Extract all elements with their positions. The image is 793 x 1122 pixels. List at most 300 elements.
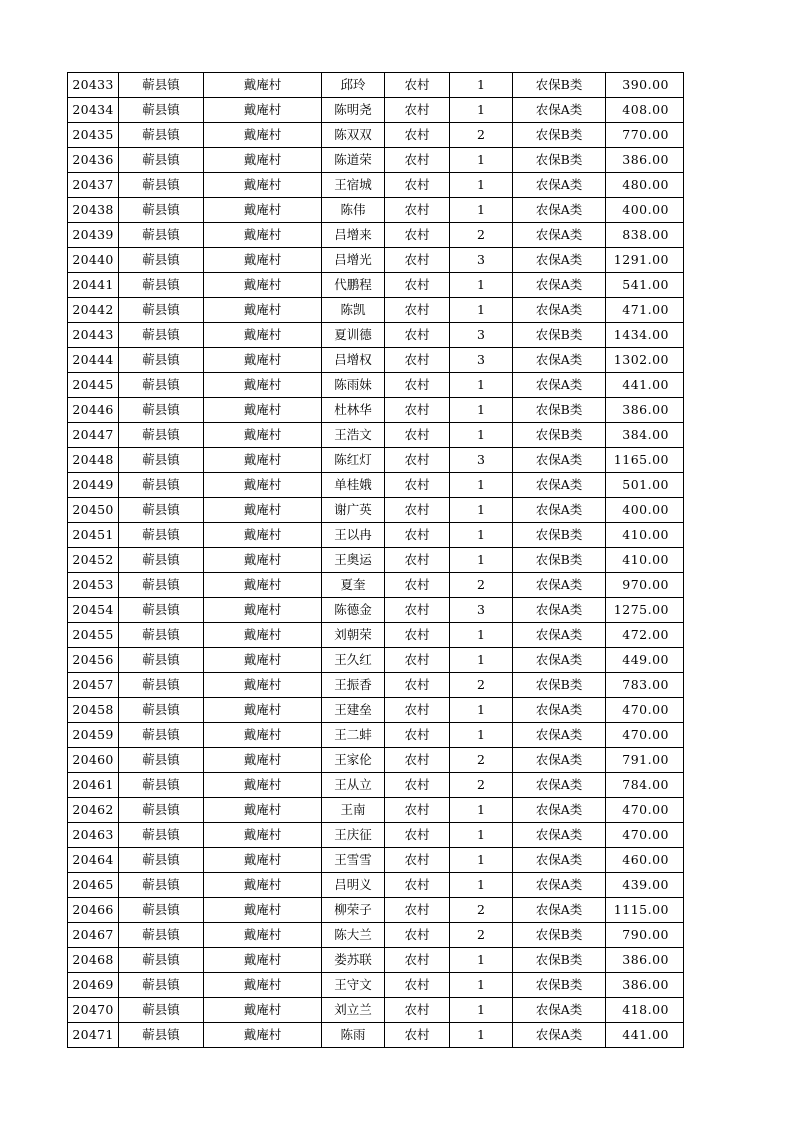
insurance-class-cell: 农保B类 — [513, 673, 606, 698]
town-cell: 蕲县镇 — [119, 423, 204, 448]
village-cell: 戴庵村 — [204, 773, 322, 798]
record-id-cell: 20466 — [68, 898, 119, 923]
household-count-cell: 1 — [450, 848, 513, 873]
table-row — [68, 423, 684, 448]
record-id-cell: 20462 — [68, 798, 119, 823]
table-row — [68, 698, 684, 723]
household-count-cell: 2 — [450, 923, 513, 948]
village-cell: 戴庵村 — [204, 873, 322, 898]
amount-cell: 1115.00 — [606, 898, 684, 923]
household-count-cell: 1 — [450, 823, 513, 848]
household-count-cell: 3 — [450, 248, 513, 273]
table-row — [68, 573, 684, 598]
amount-cell: 471.00 — [606, 298, 684, 323]
insurance-class-cell: 农保A类 — [513, 998, 606, 1023]
table-row — [68, 123, 684, 148]
insurance-class-cell: 农保A类 — [513, 898, 606, 923]
household-count-cell: 1 — [450, 473, 513, 498]
amount-cell: 784.00 — [606, 773, 684, 798]
village-cell: 戴庵村 — [204, 173, 322, 198]
record-id-cell: 20443 — [68, 323, 119, 348]
household-count-cell: 1 — [450, 273, 513, 298]
town-cell: 蕲县镇 — [119, 948, 204, 973]
person-name-cell: 谢广英 — [322, 498, 385, 523]
village-cell: 戴庵村 — [204, 348, 322, 373]
area-type-cell: 农村 — [385, 273, 450, 298]
insurance-class-cell: 农保A类 — [513, 723, 606, 748]
village-cell: 戴庵村 — [204, 223, 322, 248]
record-id-cell: 20456 — [68, 648, 119, 673]
household-count-cell: 3 — [450, 323, 513, 348]
town-cell: 蕲县镇 — [119, 448, 204, 473]
person-name-cell: 王从立 — [322, 773, 385, 798]
area-type-cell: 农村 — [385, 698, 450, 723]
record-id-cell: 20450 — [68, 498, 119, 523]
record-id-cell: 20442 — [68, 298, 119, 323]
household-count-cell: 1 — [450, 298, 513, 323]
person-name-cell: 单桂娥 — [322, 473, 385, 498]
record-id-cell: 20457 — [68, 673, 119, 698]
record-id-cell: 20438 — [68, 198, 119, 223]
insurance-class-cell: 农保A类 — [513, 698, 606, 723]
village-cell: 戴庵村 — [204, 823, 322, 848]
table-row — [68, 1023, 684, 1048]
town-cell: 蕲县镇 — [119, 973, 204, 998]
household-count-cell: 1 — [450, 948, 513, 973]
village-cell: 戴庵村 — [204, 1023, 322, 1048]
table-row — [68, 948, 684, 973]
amount-cell: 1302.00 — [606, 348, 684, 373]
table-row — [68, 98, 684, 123]
person-name-cell: 刘朝荣 — [322, 623, 385, 648]
area-type-cell: 农村 — [385, 673, 450, 698]
village-cell: 戴庵村 — [204, 598, 322, 623]
person-name-cell: 王庆征 — [322, 823, 385, 848]
town-cell: 蕲县镇 — [119, 123, 204, 148]
village-cell: 戴庵村 — [204, 848, 322, 873]
household-count-cell: 3 — [450, 348, 513, 373]
person-name-cell: 王雪雪 — [322, 848, 385, 873]
area-type-cell: 农村 — [385, 598, 450, 623]
person-name-cell: 柳荣子 — [322, 898, 385, 923]
person-name-cell: 王以冉 — [322, 523, 385, 548]
person-name-cell: 邱玲 — [322, 73, 385, 98]
area-type-cell: 农村 — [385, 898, 450, 923]
amount-cell: 418.00 — [606, 998, 684, 1023]
insurance-class-cell: 农保A类 — [513, 198, 606, 223]
town-cell: 蕲县镇 — [119, 348, 204, 373]
town-cell: 蕲县镇 — [119, 373, 204, 398]
household-count-cell: 3 — [450, 448, 513, 473]
record-id-cell: 20468 — [68, 948, 119, 973]
table-row — [68, 723, 684, 748]
record-id-cell: 20461 — [68, 773, 119, 798]
household-count-cell: 1 — [450, 798, 513, 823]
village-cell: 戴庵村 — [204, 923, 322, 948]
amount-cell: 410.00 — [606, 523, 684, 548]
village-cell: 戴庵村 — [204, 948, 322, 973]
person-name-cell: 陈明尧 — [322, 98, 385, 123]
village-cell: 戴庵村 — [204, 723, 322, 748]
person-name-cell: 王守文 — [322, 973, 385, 998]
record-id-cell: 20453 — [68, 573, 119, 598]
amount-cell: 541.00 — [606, 273, 684, 298]
household-count-cell: 2 — [450, 223, 513, 248]
household-count-cell: 2 — [450, 573, 513, 598]
area-type-cell: 农村 — [385, 648, 450, 673]
household-count-cell: 3 — [450, 598, 513, 623]
town-cell: 蕲县镇 — [119, 598, 204, 623]
record-id-cell: 20458 — [68, 698, 119, 723]
amount-cell: 970.00 — [606, 573, 684, 598]
record-id-cell: 20452 — [68, 548, 119, 573]
town-cell: 蕲县镇 — [119, 848, 204, 873]
record-id-cell: 20460 — [68, 748, 119, 773]
village-cell: 戴庵村 — [204, 898, 322, 923]
area-type-cell: 农村 — [385, 98, 450, 123]
area-type-cell: 农村 — [385, 873, 450, 898]
household-count-cell: 2 — [450, 898, 513, 923]
village-cell: 戴庵村 — [204, 123, 322, 148]
table-row — [68, 623, 684, 648]
amount-cell: 439.00 — [606, 873, 684, 898]
household-count-cell: 1 — [450, 198, 513, 223]
record-id-cell: 20439 — [68, 223, 119, 248]
village-cell: 戴庵村 — [204, 973, 322, 998]
person-name-cell: 吕增光 — [322, 248, 385, 273]
person-name-cell: 王浩文 — [322, 423, 385, 448]
table-row — [68, 973, 684, 998]
town-cell: 蕲县镇 — [119, 623, 204, 648]
insurance-class-cell: 农保A类 — [513, 98, 606, 123]
amount-cell: 1291.00 — [606, 248, 684, 273]
record-id-cell: 20434 — [68, 98, 119, 123]
town-cell: 蕲县镇 — [119, 198, 204, 223]
household-count-cell: 2 — [450, 673, 513, 698]
amount-cell: 480.00 — [606, 173, 684, 198]
town-cell: 蕲县镇 — [119, 923, 204, 948]
record-id-cell: 20464 — [68, 848, 119, 873]
record-id-cell: 20448 — [68, 448, 119, 473]
town-cell: 蕲县镇 — [119, 1023, 204, 1048]
person-name-cell: 陈道荣 — [322, 148, 385, 173]
village-cell: 戴庵村 — [204, 198, 322, 223]
town-cell: 蕲县镇 — [119, 248, 204, 273]
insurance-class-cell: 农保B类 — [513, 548, 606, 573]
table-row — [68, 648, 684, 673]
insurance-class-cell: 农保A类 — [513, 273, 606, 298]
insurance-class-cell: 农保B类 — [513, 148, 606, 173]
area-type-cell: 农村 — [385, 548, 450, 573]
person-name-cell: 王振香 — [322, 673, 385, 698]
town-cell: 蕲县镇 — [119, 898, 204, 923]
table-row — [68, 373, 684, 398]
person-name-cell: 娄苏联 — [322, 948, 385, 973]
person-name-cell: 吕明义 — [322, 873, 385, 898]
record-id-cell: 20435 — [68, 123, 119, 148]
record-id-cell: 20444 — [68, 348, 119, 373]
area-type-cell: 农村 — [385, 373, 450, 398]
area-type-cell: 农村 — [385, 973, 450, 998]
town-cell: 蕲县镇 — [119, 398, 204, 423]
person-name-cell: 代鹏程 — [322, 273, 385, 298]
insurance-class-cell: 农保B类 — [513, 123, 606, 148]
person-name-cell: 杜林华 — [322, 398, 385, 423]
table-row — [68, 398, 684, 423]
table-row — [68, 148, 684, 173]
town-cell: 蕲县镇 — [119, 548, 204, 573]
insurance-class-cell: 农保A类 — [513, 598, 606, 623]
table-row — [68, 823, 684, 848]
table-row — [68, 848, 684, 873]
insurance-class-cell: 农保A类 — [513, 448, 606, 473]
area-type-cell: 农村 — [385, 998, 450, 1023]
record-id-cell: 20440 — [68, 248, 119, 273]
insurance-class-cell: 农保A类 — [513, 873, 606, 898]
table-row — [68, 223, 684, 248]
amount-cell: 390.00 — [606, 73, 684, 98]
town-cell: 蕲县镇 — [119, 523, 204, 548]
town-cell: 蕲县镇 — [119, 798, 204, 823]
data-table — [67, 72, 684, 1048]
town-cell: 蕲县镇 — [119, 673, 204, 698]
area-type-cell: 农村 — [385, 298, 450, 323]
amount-cell: 470.00 — [606, 698, 684, 723]
amount-cell: 1434.00 — [606, 323, 684, 348]
record-id-cell: 20437 — [68, 173, 119, 198]
amount-cell: 408.00 — [606, 98, 684, 123]
insurance-class-cell: 农保A类 — [513, 648, 606, 673]
town-cell: 蕲县镇 — [119, 173, 204, 198]
table-row — [68, 448, 684, 473]
household-count-cell: 1 — [450, 648, 513, 673]
table-row — [68, 198, 684, 223]
table-row — [68, 173, 684, 198]
amount-cell: 449.00 — [606, 648, 684, 673]
village-cell: 戴庵村 — [204, 473, 322, 498]
amount-cell: 791.00 — [606, 748, 684, 773]
record-id-cell: 20447 — [68, 423, 119, 448]
person-name-cell: 王久红 — [322, 648, 385, 673]
village-cell: 戴庵村 — [204, 698, 322, 723]
household-count-cell: 1 — [450, 523, 513, 548]
village-cell: 戴庵村 — [204, 373, 322, 398]
record-id-cell: 20454 — [68, 598, 119, 623]
person-name-cell: 陈伟 — [322, 198, 385, 223]
amount-cell: 838.00 — [606, 223, 684, 248]
village-cell: 戴庵村 — [204, 248, 322, 273]
person-name-cell: 陈雨 — [322, 1023, 385, 1048]
town-cell: 蕲县镇 — [119, 723, 204, 748]
record-id-cell: 20463 — [68, 823, 119, 848]
area-type-cell: 农村 — [385, 123, 450, 148]
village-cell: 戴庵村 — [204, 498, 322, 523]
record-id-cell: 20451 — [68, 523, 119, 548]
record-id-cell: 20445 — [68, 373, 119, 398]
village-cell: 戴庵村 — [204, 998, 322, 1023]
insurance-class-cell: 农保A类 — [513, 823, 606, 848]
person-name-cell: 刘立兰 — [322, 998, 385, 1023]
amount-cell: 400.00 — [606, 198, 684, 223]
person-name-cell: 王奥运 — [322, 548, 385, 573]
insurance-class-cell: 农保B类 — [513, 923, 606, 948]
person-name-cell: 陈红灯 — [322, 448, 385, 473]
table-row — [68, 323, 684, 348]
village-cell: 戴庵村 — [204, 673, 322, 698]
household-count-cell: 1 — [450, 148, 513, 173]
household-count-cell: 1 — [450, 423, 513, 448]
table-row — [68, 473, 684, 498]
person-name-cell: 王宿城 — [322, 173, 385, 198]
village-cell: 戴庵村 — [204, 648, 322, 673]
area-type-cell: 农村 — [385, 473, 450, 498]
table-row — [68, 873, 684, 898]
table-row — [68, 498, 684, 523]
area-type-cell: 农村 — [385, 223, 450, 248]
amount-cell: 410.00 — [606, 548, 684, 573]
town-cell: 蕲县镇 — [119, 873, 204, 898]
person-name-cell: 陈大兰 — [322, 923, 385, 948]
amount-cell: 386.00 — [606, 973, 684, 998]
person-name-cell: 吕增权 — [322, 348, 385, 373]
amount-cell: 386.00 — [606, 948, 684, 973]
insurance-class-cell: 农保A类 — [513, 498, 606, 523]
insurance-class-cell: 农保A类 — [513, 848, 606, 873]
town-cell: 蕲县镇 — [119, 698, 204, 723]
amount-cell: 441.00 — [606, 373, 684, 398]
table-row — [68, 598, 684, 623]
record-id-cell: 20459 — [68, 723, 119, 748]
household-count-cell: 1 — [450, 973, 513, 998]
village-cell: 戴庵村 — [204, 548, 322, 573]
village-cell: 戴庵村 — [204, 398, 322, 423]
insurance-class-cell: 农保A类 — [513, 748, 606, 773]
insurance-class-cell: 农保A类 — [513, 298, 606, 323]
record-id-cell: 20470 — [68, 998, 119, 1023]
record-id-cell: 20436 — [68, 148, 119, 173]
insurance-class-cell: 农保B类 — [513, 398, 606, 423]
area-type-cell: 农村 — [385, 348, 450, 373]
table-row — [68, 998, 684, 1023]
table-row — [68, 548, 684, 573]
household-count-cell: 1 — [450, 698, 513, 723]
record-id-cell: 20471 — [68, 1023, 119, 1048]
amount-cell: 400.00 — [606, 498, 684, 523]
table-row — [68, 673, 684, 698]
record-id-cell: 20446 — [68, 398, 119, 423]
village-cell: 戴庵村 — [204, 323, 322, 348]
table-row — [68, 73, 684, 98]
person-name-cell: 夏奎 — [322, 573, 385, 598]
household-count-cell: 2 — [450, 773, 513, 798]
town-cell: 蕲县镇 — [119, 98, 204, 123]
household-count-cell: 1 — [450, 548, 513, 573]
area-type-cell: 农村 — [385, 823, 450, 848]
town-cell: 蕲县镇 — [119, 573, 204, 598]
person-name-cell: 王家伦 — [322, 748, 385, 773]
insurance-class-cell: 农保A类 — [513, 173, 606, 198]
table-row — [68, 773, 684, 798]
area-type-cell: 农村 — [385, 573, 450, 598]
town-cell: 蕲县镇 — [119, 748, 204, 773]
table-body — [68, 73, 684, 1048]
household-count-cell: 1 — [450, 173, 513, 198]
table-row — [68, 798, 684, 823]
town-cell: 蕲县镇 — [119, 148, 204, 173]
record-id-cell: 20455 — [68, 623, 119, 648]
town-cell: 蕲县镇 — [119, 473, 204, 498]
person-name-cell: 王二蚌 — [322, 723, 385, 748]
record-id-cell: 20441 — [68, 273, 119, 298]
amount-cell: 384.00 — [606, 423, 684, 448]
insurance-class-cell: 农保B类 — [513, 973, 606, 998]
household-count-cell: 2 — [450, 123, 513, 148]
area-type-cell: 农村 — [385, 423, 450, 448]
town-cell: 蕲县镇 — [119, 773, 204, 798]
area-type-cell: 农村 — [385, 448, 450, 473]
area-type-cell: 农村 — [385, 398, 450, 423]
village-cell: 戴庵村 — [204, 98, 322, 123]
table-row — [68, 923, 684, 948]
town-cell: 蕲县镇 — [119, 298, 204, 323]
record-id-cell: 20469 — [68, 973, 119, 998]
amount-cell: 790.00 — [606, 923, 684, 948]
insurance-class-cell: 农保B类 — [513, 523, 606, 548]
table-row — [68, 273, 684, 298]
amount-cell: 783.00 — [606, 673, 684, 698]
area-type-cell: 农村 — [385, 248, 450, 273]
area-type-cell: 农村 — [385, 498, 450, 523]
person-name-cell: 王建垒 — [322, 698, 385, 723]
insurance-class-cell: 农保B类 — [513, 73, 606, 98]
insurance-class-cell: 农保B类 — [513, 948, 606, 973]
village-cell: 戴庵村 — [204, 448, 322, 473]
insurance-class-cell: 农保A类 — [513, 348, 606, 373]
table-row — [68, 298, 684, 323]
insurance-class-cell: 农保A类 — [513, 573, 606, 598]
insurance-class-cell: 农保A类 — [513, 223, 606, 248]
area-type-cell: 农村 — [385, 323, 450, 348]
village-cell: 戴庵村 — [204, 273, 322, 298]
amount-cell: 460.00 — [606, 848, 684, 873]
amount-cell: 470.00 — [606, 823, 684, 848]
amount-cell: 1165.00 — [606, 448, 684, 473]
town-cell: 蕲县镇 — [119, 648, 204, 673]
amount-cell: 386.00 — [606, 398, 684, 423]
area-type-cell: 农村 — [385, 798, 450, 823]
insurance-class-cell: 农保B类 — [513, 323, 606, 348]
village-cell: 戴庵村 — [204, 423, 322, 448]
town-cell: 蕲县镇 — [119, 273, 204, 298]
record-id-cell: 20433 — [68, 73, 119, 98]
household-count-cell: 1 — [450, 73, 513, 98]
record-id-cell: 20467 — [68, 923, 119, 948]
area-type-cell: 农村 — [385, 748, 450, 773]
insurance-class-cell: 农保A类 — [513, 473, 606, 498]
insurance-class-cell: 农保A类 — [513, 373, 606, 398]
amount-cell: 386.00 — [606, 148, 684, 173]
village-cell: 戴庵村 — [204, 623, 322, 648]
amount-cell: 770.00 — [606, 123, 684, 148]
amount-cell: 470.00 — [606, 798, 684, 823]
town-cell: 蕲县镇 — [119, 73, 204, 98]
household-count-cell: 1 — [450, 373, 513, 398]
table-row — [68, 523, 684, 548]
insurance-class-cell: 农保A类 — [513, 1023, 606, 1048]
town-cell: 蕲县镇 — [119, 323, 204, 348]
insurance-class-cell: 农保A类 — [513, 248, 606, 273]
record-id-cell: 20465 — [68, 873, 119, 898]
